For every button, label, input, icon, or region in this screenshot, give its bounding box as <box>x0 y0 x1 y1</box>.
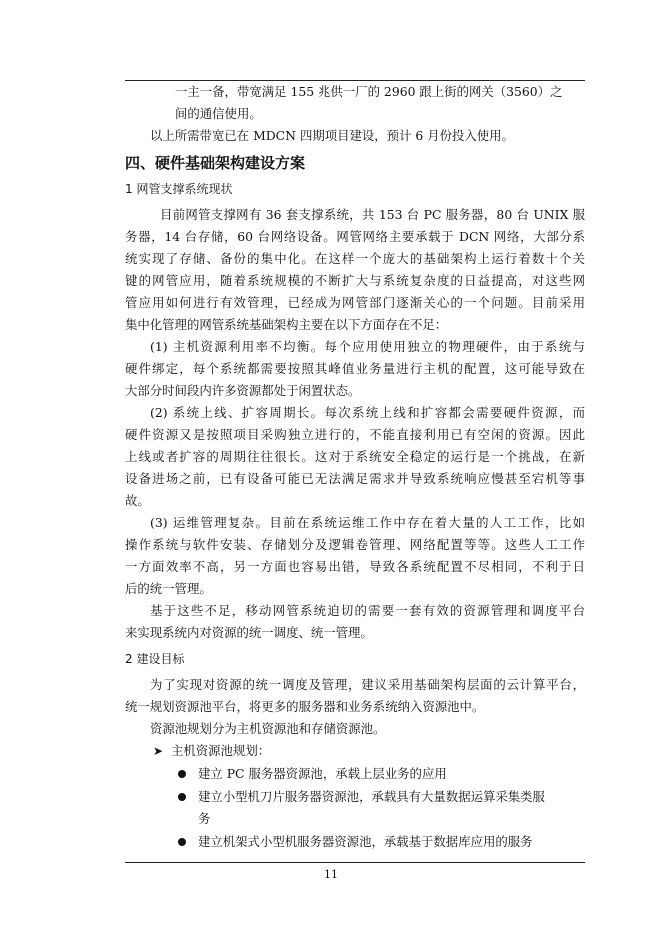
bullet-item: 建立小型机刀片服务器资源池，承载具有大量数据运算采集类服 <box>198 789 545 804</box>
bullet-dot-icon <box>178 838 186 846</box>
subsection-2-title: 2 建设目标 <box>125 652 185 666</box>
issue-1-line: 硬件绑定，每个系统都需要按照其峰值业务量进行主机的配置，这可能导致在 <box>125 361 585 376</box>
goal-line: 为了实现对资源的统一调度及管理，建议采用基础架构层面的云计算平台， <box>150 677 585 692</box>
issue-2-line: 硬件资源又是按照项目采购独立进行的，不能直接利用已有空闲的资源。因此 <box>125 427 585 442</box>
arrow-bullet-icon: ➤ <box>153 744 164 758</box>
intro-line: 统实现了存储、备份的集中化。在这样一个庞大的基础架构上运行着数十个关 <box>125 251 585 266</box>
bullet-item: 建立 PC 服务器资源池，承载上层业务的应用 <box>198 766 447 781</box>
bandwidth-note: 以上所需带宽已在 MDCN 四期项目建设，预计 6 月份投入使用。 <box>150 128 514 143</box>
pool-intro: 资源池规划分为主机资源池和存储资源池。 <box>150 721 386 736</box>
page-number: 11 <box>324 868 338 881</box>
bullet-item: 建立机架式小型机服务器资源池，承载基于数据库应用的服务 <box>198 834 533 849</box>
goal-line: 统一规划资源池平台，将更多的服务器和业务系统纳入资源池中。 <box>125 699 485 714</box>
continuation-line-1: 一主一备，带宽满足 155 兆供一厂的 2960 跟上街的网关（3560）之 <box>175 84 563 99</box>
host-pool-label: 主机资源池规划： <box>171 743 271 758</box>
issue-3-line: (3) 运维管理复杂。目前在系统运维工作中存在着大量的人工工作，比如 <box>150 515 585 530</box>
footer-rule <box>125 862 585 863</box>
intro-line: 集中化管理的网管系统基础架构主要在以下方面存在不足： <box>125 317 448 332</box>
section-title: 四、硬件基础架构建设方案 <box>125 154 306 172</box>
subsection-1-title: 1 网管支撑系统现状 <box>125 182 233 196</box>
continuation-line-2: 间的通信使用。 <box>175 106 262 121</box>
issue-2-line: 上线或者扩容的周期往往很长。这对于系统安全稳定的运行是一个挑战，在新 <box>125 449 585 464</box>
conclusion-line: 来实现系统内对资源的统一调度、统一管理。 <box>125 625 373 640</box>
intro-line: 目前网管支撑网有 36 套支撑系统，共 153 台 PC 服务器，80 台 UNIX 服 <box>160 207 585 222</box>
conclusion-line: 基于这些不足，移动网管系统迫切的需要一套有效的资源管理和调度平台 <box>150 603 585 618</box>
bullet-item-continuation: 务 <box>198 811 211 826</box>
issue-2-line: 故。 <box>125 493 150 508</box>
issue-3-line: 操作系统与软件安装、存储划分及逻辑卷管理、网络配置等等。这些人工工作 <box>125 537 585 552</box>
issue-3-line: 后的统一管理。 <box>125 581 212 596</box>
issue-2-line: 设备进场之前，已有设备可能已无法满足需求并导致系统响应慢甚至宕机等事 <box>125 471 585 486</box>
intro-line: 键的网管应用，随着系统规模的不断扩大与系统复杂度的日益提高，对这些网 <box>125 273 585 288</box>
issue-3-line: 一方面效率不高，另一方面也容易出错，导致各系统配置不尽相同，不利于日 <box>125 559 585 574</box>
issue-1-line: 大部分时间段内许多资源都处于闲置状态。 <box>125 383 361 398</box>
intro-line: 务器，14 台存储，60 台网络设备。网管网络主要承载于 DCN 网络，大部分系 <box>125 229 585 244</box>
bullet-dot-icon <box>178 793 186 801</box>
bullet-dot-icon <box>178 770 186 778</box>
intro-line: 管应用如何进行有效管理，已经成为网管部门逐渐关心的一个问题。目前采用 <box>125 295 585 310</box>
issue-2-line: (2) 系统上线、扩容周期长。每次系统上线和扩容都会需要硬件资源，而 <box>150 405 585 420</box>
header-rule <box>125 80 585 81</box>
issue-1-line: (1) 主机资源利用率不均衡。每个应用使用独立的物理硬件，由于系统与 <box>150 339 585 354</box>
